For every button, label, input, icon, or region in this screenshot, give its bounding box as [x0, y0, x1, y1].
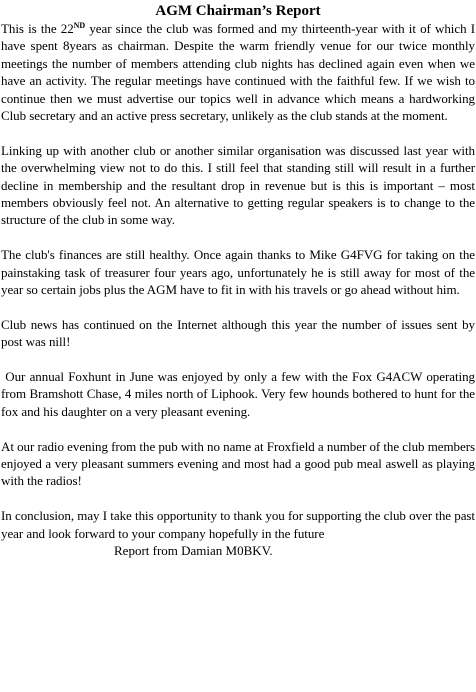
intro-text-rest: year since the club was formed and my thirteenth-year with it of which I have spent 8years as chairman. Despite the warm friendly venue for our twice monthly meetings the number of members attending club nights has declined again even when we have an activity. The regular meetings have continued with the faithful few. If we wish to continue then we must advertise our topics well in advance which means a hardworking Club secretary and an active press secretary, unlikely as the club stands at the moment.: [1, 21, 475, 124]
paragraph-gap: [1, 124, 475, 141]
report-signature: Report from Damian M0BKV.: [114, 543, 273, 559]
paragraph-gap: [1, 490, 475, 507]
intro-text-start: This is the 22: [1, 21, 74, 36]
paragraph-gap: [1, 351, 475, 368]
paragraph-gap: [1, 420, 475, 437]
paragraph-club-news: Club news has continued on the Internet although this year the number of issues sent by post was nill!: [1, 316, 475, 350]
paragraph-club-merger: Linking up with another club or another similar organisation was discussed last year with the overwhelming view not to do this. I still feel that standing still will result in a further decline in membership and the resultant drop in revenue but is this is important – most members obviously feel not. An alternative to getting regular speakers is to change to the structure of the club in some way.: [1, 142, 475, 228]
paragraph-conclusion: In conclusion, may I take this opportunity to thank you for supporting the club over the past year and look forward to your company hopefully in the future: [1, 508, 475, 541]
ordinal-superscript: ND: [73, 21, 86, 30]
paragraph-radio-evening: At our radio evening from the pub with no name at Froxfield a number of the club members enjoyed a very pleasant summers evening and most had a good pub meal aswell as playing with the radios!: [1, 438, 475, 489]
paragraph-finances: The club's finances are still healthy. Once again thanks to Mike G4FVG for taking on the painstaking task of treasurer four years ago, unfortunately he is still away for most of the year so certain jobs plus the AGM have to fit in with his travels or go ahead without him.: [1, 247, 475, 298]
paragraph-gap: [1, 298, 475, 315]
paragraph-intro: [1, 20, 475, 124]
report-title: AGM Chairman’s Report: [155, 3, 321, 19]
paragraph-gap: [1, 229, 475, 246]
paragraph-foxhunt: Our annual Foxhunt in June was enjoyed by only a few with the Fox G4ACW operating from Bramshott Chase, 4 miles north of Liphook. Very few hounds bothered to hunt for the fox and his daughter on a very pleasant evening.: [1, 369, 476, 419]
